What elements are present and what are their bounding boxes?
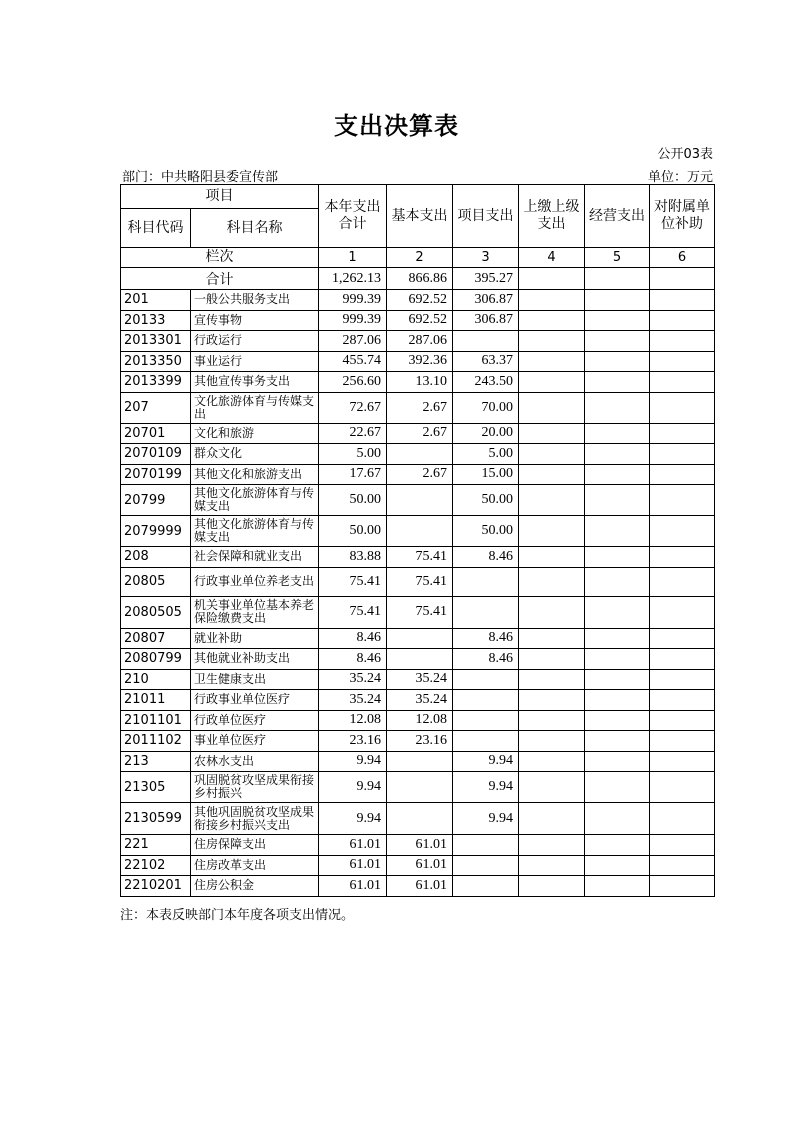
upper-remit-value [519, 351, 585, 372]
total-c3: 395.27 [453, 268, 519, 290]
subject-name: 巩固脱贫攻坚成果衔接乡村振兴 [191, 772, 319, 803]
total-label: 合计 [121, 268, 319, 290]
header-name: 科目名称 [191, 209, 319, 248]
subject-code: 2070199 [121, 464, 191, 485]
table-row [121, 669, 715, 690]
subsidiary-subsidy-value [650, 690, 715, 711]
subject-name: 住房保障支出 [191, 835, 319, 856]
table-row [121, 547, 715, 568]
subject-code: 20799 [121, 485, 191, 516]
basic-expenditure-value: 75.41 [387, 567, 453, 596]
subject-code: 2079999 [121, 516, 191, 547]
subject-name: 住房改革支出 [191, 855, 319, 876]
subject-code: 2080799 [121, 649, 191, 670]
basic-expenditure-value: 61.01 [387, 876, 453, 897]
subject-code: 210 [121, 669, 191, 690]
project-expenditure-value: 63.37 [453, 351, 519, 372]
project-expenditure-value: 9.94 [453, 772, 519, 803]
subsidiary-subsidy-value [650, 547, 715, 568]
table-row [121, 392, 715, 423]
subsidiary-subsidy-value [650, 372, 715, 393]
table-row [121, 876, 715, 897]
basic-expenditure-value: 2.67 [387, 423, 453, 444]
header-total-expenditure: 本年支出合计 [319, 185, 387, 248]
operating-expenditure-value [585, 547, 650, 568]
subject-code: 2011102 [121, 731, 191, 752]
basic-expenditure-value [387, 628, 453, 649]
table-row [121, 310, 715, 331]
project-expenditure-value: 306.87 [453, 310, 519, 331]
operating-expenditure-value [585, 392, 650, 423]
subsidiary-subsidy-value [650, 731, 715, 752]
table-row [121, 772, 715, 803]
subject-name: 文化旅游体育与传媒支出 [191, 392, 319, 423]
subject-name: 卫生健康支出 [191, 669, 319, 690]
total-c1: 1,262.13 [319, 268, 387, 290]
subject-name: 行政运行 [191, 331, 319, 352]
operating-expenditure-value [585, 772, 650, 803]
subsidiary-subsidy-value [650, 855, 715, 876]
subject-code: 2013301 [121, 331, 191, 352]
basic-expenditure-value: 75.41 [387, 596, 453, 628]
subsidiary-subsidy-value [650, 331, 715, 352]
upper-remit-value [519, 855, 585, 876]
subsidiary-subsidy-value [650, 669, 715, 690]
operating-expenditure-value [585, 372, 650, 393]
header-upper-remit: 上缴上级支出 [519, 185, 585, 248]
operating-expenditure-value [585, 444, 650, 465]
total-expenditure-value: 61.01 [319, 855, 387, 876]
table-row [121, 485, 715, 516]
upper-remit-value [519, 516, 585, 547]
table-row [121, 596, 715, 628]
table-row [121, 372, 715, 393]
subsidiary-subsidy-value [650, 628, 715, 649]
upper-remit-value [519, 464, 585, 485]
project-expenditure-value: 70.00 [453, 392, 519, 423]
operating-expenditure-value [585, 331, 650, 352]
operating-expenditure-value [585, 649, 650, 670]
subject-name: 农林水支出 [191, 751, 319, 772]
colnum-1: 1 [319, 248, 387, 268]
basic-expenditure-value: 287.06 [387, 331, 453, 352]
basic-expenditure-value [387, 751, 453, 772]
total-expenditure-value: 50.00 [319, 485, 387, 516]
subsidiary-subsidy-value [650, 649, 715, 670]
upper-remit-value [519, 392, 585, 423]
subject-name: 宣传事物 [191, 310, 319, 331]
subject-name: 行政事业单位养老支出 [191, 567, 319, 596]
upper-remit-value [519, 331, 585, 352]
operating-expenditure-value [585, 710, 650, 731]
subsidiary-subsidy-value [650, 803, 715, 835]
upper-remit-value [519, 731, 585, 752]
colnum-6: 6 [650, 248, 715, 268]
total-expenditure-value: 256.60 [319, 372, 387, 393]
basic-expenditure-value: 61.01 [387, 835, 453, 856]
project-expenditure-value: 50.00 [453, 485, 519, 516]
project-expenditure-value: 8.46 [453, 547, 519, 568]
basic-expenditure-value: 23.16 [387, 731, 453, 752]
upper-remit-value [519, 290, 585, 311]
total-expenditure-value: 455.74 [319, 351, 387, 372]
total-expenditure-value: 50.00 [319, 516, 387, 547]
project-expenditure-value: 50.00 [453, 516, 519, 547]
subject-name: 其他就业补助支出 [191, 649, 319, 670]
subject-code: 20807 [121, 628, 191, 649]
table-row [121, 516, 715, 547]
subject-code: 20133 [121, 310, 191, 331]
subsidiary-subsidy-value [650, 392, 715, 423]
basic-expenditure-value [387, 772, 453, 803]
upper-remit-value [519, 803, 585, 835]
subsidiary-subsidy-value [650, 464, 715, 485]
subject-code: 208 [121, 547, 191, 568]
total-expenditure-value: 61.01 [319, 876, 387, 897]
subject-code: 201 [121, 290, 191, 311]
header-basic-expenditure: 基本支出 [387, 185, 453, 248]
upper-remit-value [519, 835, 585, 856]
header-lanci: 栏次 [121, 248, 319, 268]
header-operating-expenditure: 经营支出 [585, 185, 650, 248]
project-expenditure-value: 9.94 [453, 803, 519, 835]
project-expenditure-value [453, 710, 519, 731]
project-expenditure-value: 20.00 [453, 423, 519, 444]
total-c6 [650, 268, 715, 290]
upper-remit-value [519, 372, 585, 393]
subject-code: 2013399 [121, 372, 191, 393]
page-title: 支出决算表 [334, 112, 459, 140]
basic-expenditure-value [387, 444, 453, 465]
upper-remit-value [519, 547, 585, 568]
total-expenditure-value: 75.41 [319, 596, 387, 628]
table-row [121, 710, 715, 731]
subject-name: 群众文化 [191, 444, 319, 465]
total-expenditure-value: 9.94 [319, 772, 387, 803]
operating-expenditure-value [585, 876, 650, 897]
subject-name: 其他巩固脱贫攻坚成果衔接乡村振兴支出 [191, 803, 319, 835]
total-expenditure-value: 23.16 [319, 731, 387, 752]
operating-expenditure-value [585, 751, 650, 772]
header-project-expenditure: 项目支出 [453, 185, 519, 248]
upper-remit-value [519, 710, 585, 731]
header-code: 科目代码 [121, 209, 191, 248]
subject-code: 2130599 [121, 803, 191, 835]
upper-remit-value [519, 485, 585, 516]
project-expenditure-value [453, 567, 519, 596]
subject-code: 2070109 [121, 444, 191, 465]
operating-expenditure-value [585, 567, 650, 596]
operating-expenditure-value [585, 423, 650, 444]
subject-code: 207 [121, 392, 191, 423]
project-expenditure-value: 5.00 [453, 444, 519, 465]
total-expenditure-value: 61.01 [319, 835, 387, 856]
table-row [121, 290, 715, 311]
subsidiary-subsidy-value [650, 444, 715, 465]
project-expenditure-value [453, 596, 519, 628]
subsidiary-subsidy-value [650, 516, 715, 547]
operating-expenditure-value [585, 351, 650, 372]
subject-name: 其他文化旅游体育与传媒支出 [191, 485, 319, 516]
subject-name: 其他文化旅游体育与传媒支出 [191, 516, 319, 547]
project-expenditure-value [453, 876, 519, 897]
colnum-2: 2 [387, 248, 453, 268]
upper-remit-value [519, 649, 585, 670]
subject-name: 文化和旅游 [191, 423, 319, 444]
total-expenditure-value: 12.08 [319, 710, 387, 731]
subsidiary-subsidy-value [650, 596, 715, 628]
basic-expenditure-value: 692.52 [387, 290, 453, 311]
table-note: 注：本表反映部门本年度各项支出情况。 [120, 908, 355, 923]
table-row [121, 351, 715, 372]
subsidiary-subsidy-value [650, 310, 715, 331]
project-expenditure-value [453, 855, 519, 876]
basic-expenditure-value: 12.08 [387, 710, 453, 731]
table-row [121, 423, 715, 444]
subject-name: 行政事业单位医疗 [191, 690, 319, 711]
subject-name: 一般公共服务支出 [191, 290, 319, 311]
subject-name: 事业运行 [191, 351, 319, 372]
operating-expenditure-value [585, 669, 650, 690]
upper-remit-value [519, 772, 585, 803]
table-row [121, 649, 715, 670]
subsidiary-subsidy-value [650, 567, 715, 596]
operating-expenditure-value [585, 464, 650, 485]
total-expenditure-value: 999.39 [319, 290, 387, 311]
subsidiary-subsidy-value [650, 485, 715, 516]
subject-code: 20805 [121, 567, 191, 596]
table-row [121, 803, 715, 835]
basic-expenditure-value: 35.24 [387, 690, 453, 711]
operating-expenditure-value [585, 731, 650, 752]
total-expenditure-value: 8.46 [319, 628, 387, 649]
subsidiary-subsidy-value [650, 772, 715, 803]
basic-expenditure-value: 13.10 [387, 372, 453, 393]
table-row [121, 855, 715, 876]
operating-expenditure-value [585, 855, 650, 876]
subject-name: 其他宣传事务支出 [191, 372, 319, 393]
subject-name: 住房公积金 [191, 876, 319, 897]
project-expenditure-value [453, 690, 519, 711]
table-row [121, 331, 715, 352]
colnum-4: 4 [519, 248, 585, 268]
subject-name: 事业单位医疗 [191, 731, 319, 752]
total-expenditure-value: 287.06 [319, 331, 387, 352]
upper-remit-value [519, 423, 585, 444]
upper-remit-value [519, 690, 585, 711]
basic-expenditure-value: 392.36 [387, 351, 453, 372]
total-c2: 866.86 [387, 268, 453, 290]
subject-code: 221 [121, 835, 191, 856]
subject-code: 2101101 [121, 710, 191, 731]
subsidiary-subsidy-value [650, 423, 715, 444]
total-expenditure-value: 9.94 [319, 803, 387, 835]
department-label: 部门：中共略阳县委宣传部 [122, 170, 279, 185]
subsidiary-subsidy-value [650, 876, 715, 897]
total-c4 [519, 268, 585, 290]
upper-remit-value [519, 751, 585, 772]
upper-remit-value [519, 628, 585, 649]
subsidiary-subsidy-value [650, 751, 715, 772]
total-expenditure-value: 75.41 [319, 567, 387, 596]
basic-expenditure-value: 692.52 [387, 310, 453, 331]
total-expenditure-value: 35.24 [319, 690, 387, 711]
subject-name: 机关事业单位基本养老保险缴费支出 [191, 596, 319, 628]
operating-expenditure-value [585, 516, 650, 547]
operating-expenditure-value [585, 485, 650, 516]
total-c5 [585, 268, 650, 290]
basic-expenditure-value [387, 516, 453, 547]
upper-remit-value [519, 596, 585, 628]
subject-name: 社会保障和就业支出 [191, 547, 319, 568]
operating-expenditure-value [585, 596, 650, 628]
operating-expenditure-value [585, 803, 650, 835]
table-row [121, 464, 715, 485]
project-expenditure-value: 9.94 [453, 751, 519, 772]
subject-code: 2080505 [121, 596, 191, 628]
basic-expenditure-value: 75.41 [387, 547, 453, 568]
basic-expenditure-value: 2.67 [387, 392, 453, 423]
operating-expenditure-value [585, 690, 650, 711]
upper-remit-value [519, 669, 585, 690]
total-expenditure-value: 9.94 [319, 751, 387, 772]
table-row [121, 567, 715, 596]
project-expenditure-value [453, 835, 519, 856]
header-subsidiary-subsidy: 对附属单位补助 [650, 185, 715, 248]
basic-expenditure-value [387, 803, 453, 835]
project-expenditure-value: 243.50 [453, 372, 519, 393]
upper-remit-value [519, 567, 585, 596]
subject-code: 22102 [121, 855, 191, 876]
total-row [121, 268, 715, 290]
project-expenditure-value [453, 669, 519, 690]
subject-name: 就业补助 [191, 628, 319, 649]
total-expenditure-value: 5.00 [319, 444, 387, 465]
table-row [121, 628, 715, 649]
table-row [121, 731, 715, 752]
basic-expenditure-value: 61.01 [387, 855, 453, 876]
table-row [121, 751, 715, 772]
subject-name: 其他文化和旅游支出 [191, 464, 319, 485]
table-row [121, 835, 715, 856]
operating-expenditure-value [585, 310, 650, 331]
subject-code: 2013350 [121, 351, 191, 372]
subsidiary-subsidy-value [650, 710, 715, 731]
upper-remit-value [519, 310, 585, 331]
basic-expenditure-value [387, 485, 453, 516]
total-expenditure-value: 83.88 [319, 547, 387, 568]
subject-code: 2210201 [121, 876, 191, 897]
header-item: 项目 [121, 185, 319, 209]
subject-code: 21011 [121, 690, 191, 711]
operating-expenditure-value [585, 835, 650, 856]
table-row [121, 444, 715, 465]
basic-expenditure-value [387, 649, 453, 670]
upper-remit-value [519, 876, 585, 897]
basic-expenditure-value: 35.24 [387, 669, 453, 690]
project-expenditure-value [453, 331, 519, 352]
total-expenditure-value: 999.39 [319, 310, 387, 331]
operating-expenditure-value [585, 290, 650, 311]
project-expenditure-value: 8.46 [453, 649, 519, 670]
project-expenditure-value [453, 731, 519, 752]
project-expenditure-value: 8.46 [453, 628, 519, 649]
unit-label: 单位：万元 [647, 170, 713, 185]
colnum-3: 3 [453, 248, 519, 268]
project-expenditure-value: 15.00 [453, 464, 519, 485]
subject-code: 213 [121, 751, 191, 772]
project-expenditure-value: 306.87 [453, 290, 519, 311]
subsidiary-subsidy-value [650, 351, 715, 372]
expenditure-table [120, 184, 715, 897]
subject-name: 行政单位医疗 [191, 710, 319, 731]
operating-expenditure-value [585, 628, 650, 649]
table-row [121, 690, 715, 711]
form-number: 公开03表 [657, 147, 713, 162]
basic-expenditure-value: 2.67 [387, 464, 453, 485]
total-expenditure-value: 17.67 [319, 464, 387, 485]
colnum-5: 5 [585, 248, 650, 268]
subject-code: 21305 [121, 772, 191, 803]
total-expenditure-value: 35.24 [319, 669, 387, 690]
upper-remit-value [519, 444, 585, 465]
total-expenditure-value: 72.67 [319, 392, 387, 423]
total-expenditure-value: 8.46 [319, 649, 387, 670]
subsidiary-subsidy-value [650, 835, 715, 856]
subject-code: 20701 [121, 423, 191, 444]
total-expenditure-value: 22.67 [319, 423, 387, 444]
subsidiary-subsidy-value [650, 290, 715, 311]
